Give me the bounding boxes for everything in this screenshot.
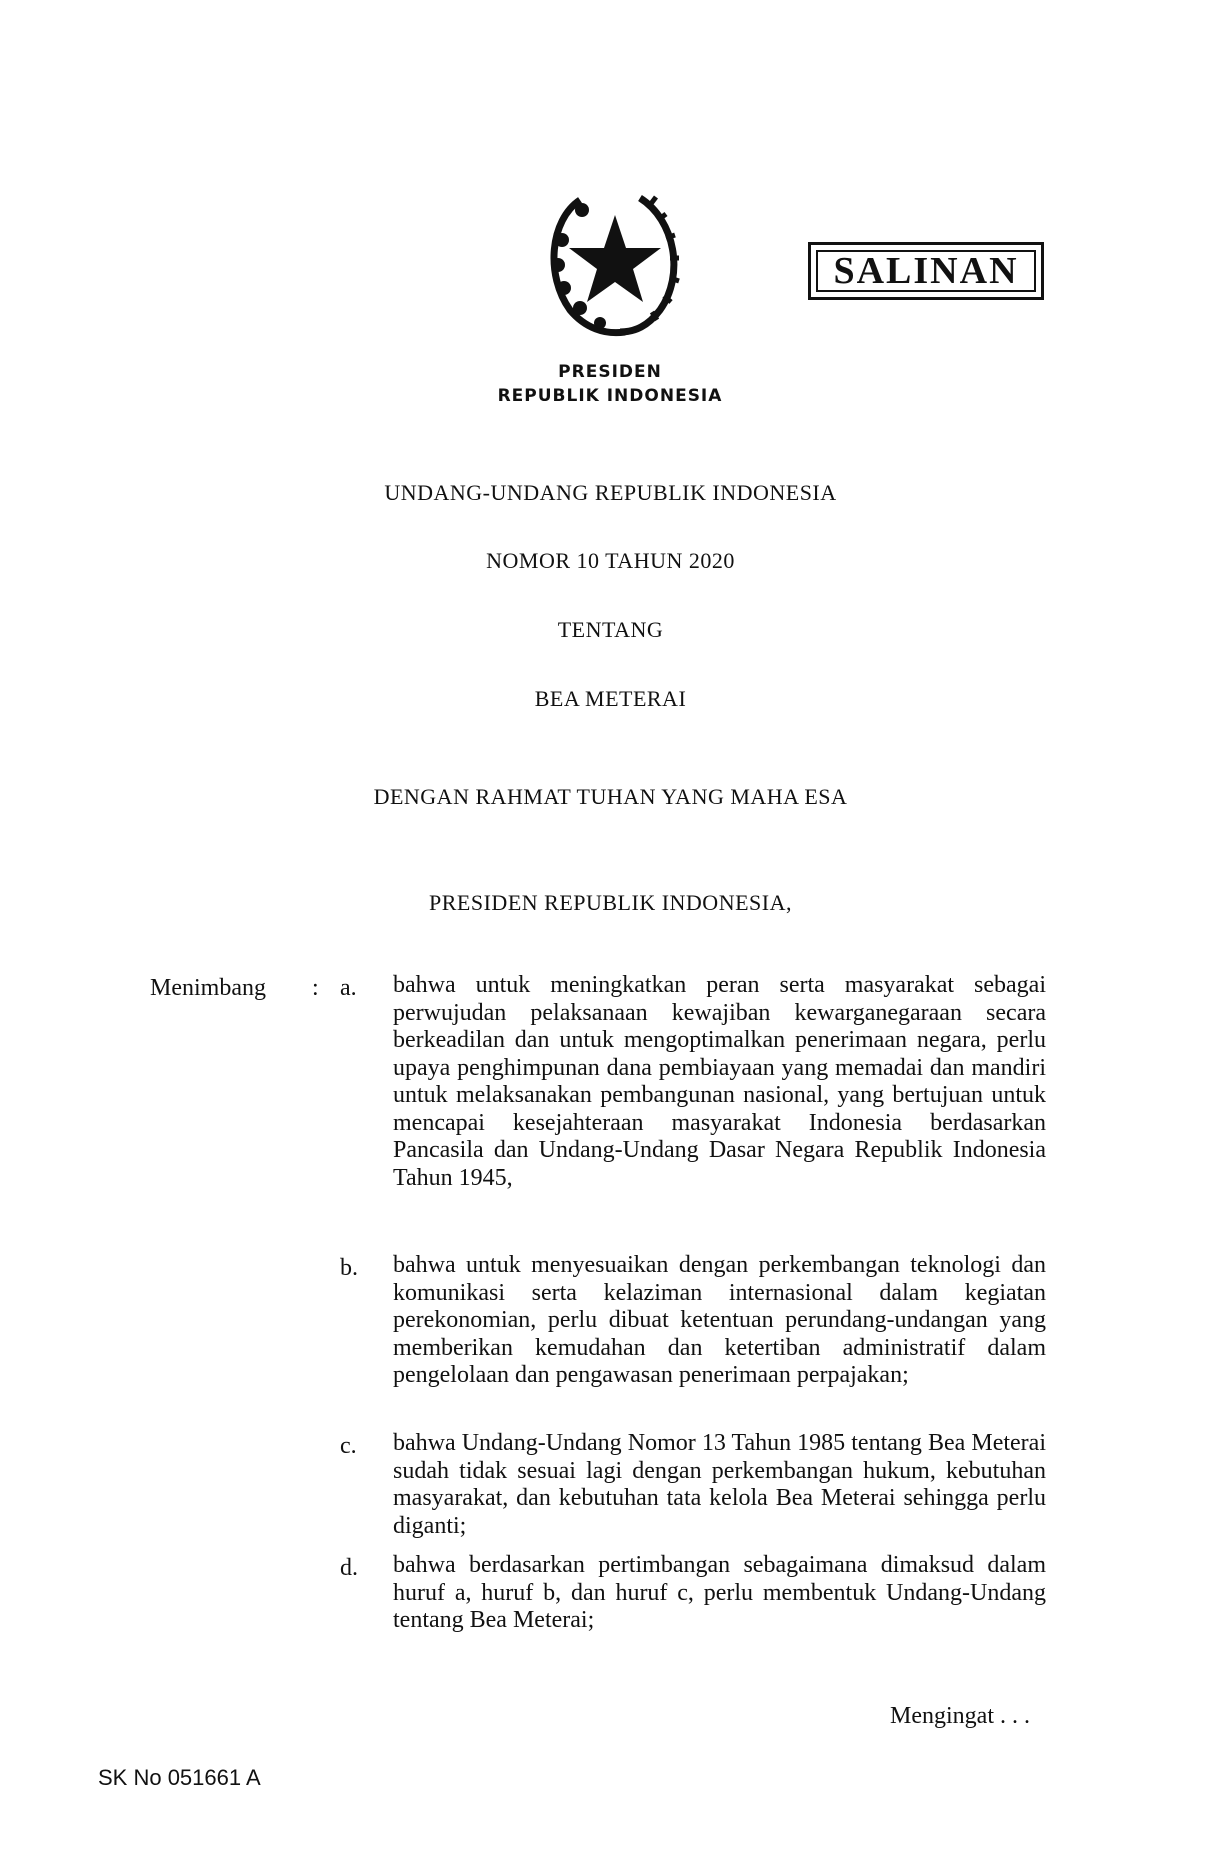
blessing-line: DENGAN RAHMAT TUHAN YANG MAHA ESA bbox=[373, 784, 848, 809]
consider-item-c-letter: c. bbox=[340, 1433, 357, 1459]
considering-label: Menimbang bbox=[150, 975, 266, 1001]
consider-item-c-text: bahwa Undang-Undang Nomor 13 Tahun 1985 tentang Bea Meterai sudah tidak sesuai lagi dengan perkembangan hukum, kebutuhan masyarakat, dan kebutuhan tata kelola Bea Meterai sehingga perlu diganti; bbox=[393, 1430, 1046, 1539]
continuation-marker: Mengingat . . . bbox=[890, 1703, 1030, 1729]
letterhead-caption bbox=[450, 360, 770, 408]
consider-item-a-letter: a. bbox=[340, 975, 357, 1001]
letterhead-line-president: PRESIDEN bbox=[558, 362, 662, 382]
consider-item-b-text: bahwa untuk menyesuaikan dengan perkembangan teknologi dan komunikasi serta kelaziman internasional dalam kegiatan perekonomian, perlu dibuat ketentuan perundang-undangan yang memberikan kemudahan dan ketertiban administratif dalam pengelolaan dan pengawasan penerimaan perpajakan; bbox=[393, 1252, 1046, 1388]
consider-item-d-text: bahwa berdasarkan pertimbangan sebagaimana dimaksud dalam huruf a, huruf b, dan huruf c, perlu membentuk Undang-Undang tentang Bea Meterai; bbox=[393, 1552, 1046, 1633]
consider-item-b-letter: b. bbox=[340, 1255, 358, 1281]
issuer-line: PRESIDEN REPUBLIK INDONESIA, bbox=[429, 890, 792, 915]
law-about: TENTANG bbox=[557, 617, 664, 642]
law-number: NOMOR 10 TAHUN 2020 bbox=[486, 548, 735, 573]
law-title: UNDANG-UNDANG REPUBLIK INDONESIA bbox=[384, 480, 837, 505]
consider-item-d-letter: d. bbox=[340, 1555, 358, 1581]
considering-colon: : bbox=[312, 975, 319, 1001]
footer-serial-number: SK No 051661 A bbox=[98, 1765, 261, 1790]
letterhead-line-republic: REPUBLIK INDONESIA bbox=[497, 386, 723, 406]
salinan-label: SALINAN bbox=[833, 250, 1019, 292]
consider-item-a-text: bahwa untuk meningkatkan peran serta masyarakat sebagai perwujudan pelaksanaan kewajiban kewarganegaraan secara berkeadilan dan untuk mengoptimalkan penerimaan negara, perlu upaya penghimpunan dana pembiayaan yang memadai dan mandiri untuk melaksanakan pembangunan nasional, yang bertujuan untuk mencapai kesejahteraan masyarakat Indonesia berdasarkan Pancasila dan Undang-Undang Dasar Negara Republik Indonesia Tahun 1945, bbox=[393, 972, 1046, 1191]
salinan-stamp bbox=[808, 242, 1044, 300]
garuda-star-wreath-emblem-icon bbox=[540, 180, 690, 340]
law-subject: BEA METERAI bbox=[534, 686, 687, 711]
